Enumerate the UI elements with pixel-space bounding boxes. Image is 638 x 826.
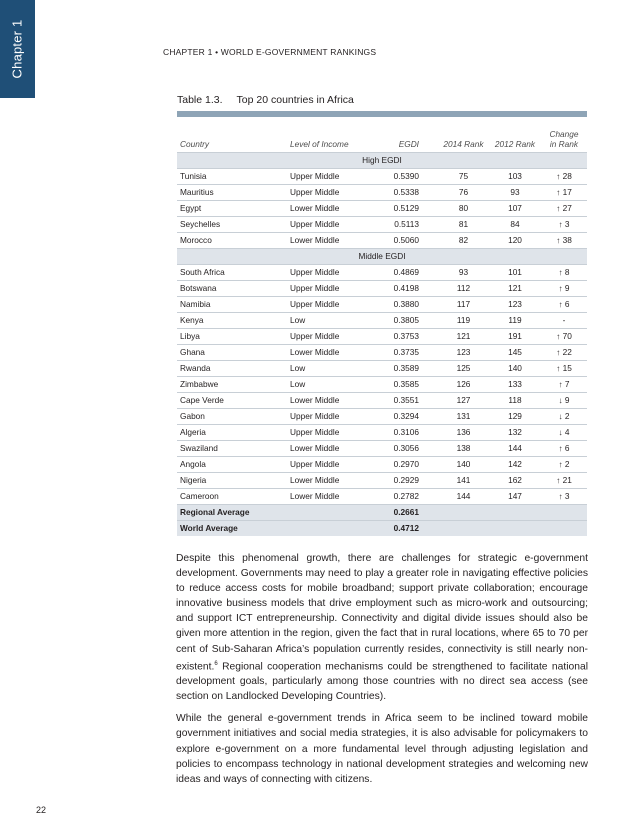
chapter-side-tab [0,0,35,98]
cell-rank-2012: 93 [489,185,541,201]
cell-rank-2012: 145 [489,345,541,361]
cell-rank-2012: 140 [489,361,541,377]
cell-country: Libya [177,329,287,345]
cell-rank-2014: 126 [431,377,489,393]
cell-egdi: 0.4198 [375,281,431,297]
table-body [177,153,587,537]
data-table-container [177,111,587,536]
table-row [177,185,587,201]
cell-egdi: 0.3056 [375,441,431,457]
cell-rank-2014: 93 [431,265,489,281]
cell-income: Upper Middle [287,281,375,297]
cell-rank-2014: 119 [431,313,489,329]
cell-rank-2012: 103 [489,169,541,185]
cell-income: Lower Middle [287,441,375,457]
cell-empty [541,505,587,521]
table-row [177,393,587,409]
cell-rank-2014: 81 [431,217,489,233]
paragraph-2: While the general e-government trends in Africa seem to be inclined toward mobile government initiatives and social media strategies, it is also advisable for policymakers to explore e-government on a more fundamental level through adjusting legislation and policies to encompass technology in national development strategies and welcoming new ideas and ways of connecting with citizens. [176,713,588,785]
cell-egdi: 0.3753 [375,329,431,345]
cell-rank-2014: 80 [431,201,489,217]
cell-change: ↑ 70 [541,329,587,345]
cell-rank-2012: 107 [489,201,541,217]
cell-rank-2012: 118 [489,393,541,409]
header-rank-2014: 2014 Rank [443,139,484,149]
cell-rank-2012: 120 [489,233,541,249]
footnote-ref: 6 [214,660,218,667]
data-table [177,117,587,536]
cell-change: ↑ 6 [541,441,587,457]
table-row [177,297,587,313]
table-row [177,377,587,393]
cell-egdi: 0.5338 [375,185,431,201]
table-row [177,345,587,361]
average-row [177,521,587,537]
cell-income: Lower Middle [287,233,375,249]
cell-egdi: 0.3585 [375,377,431,393]
cell-empty [489,505,541,521]
cell-income: Upper Middle [287,265,375,281]
cell-egdi: 0.2782 [375,489,431,505]
cell-country: Cape Verde [177,393,287,409]
cell-rank-2014: 125 [431,361,489,377]
paragraph-1-text-a: Despite this phenomenal growth, there are challenges for strategic e-government development. Governments may need to play a greater role in navigating effective policies to reduce access costs for mobile broadband; support private collaboration; encourage innovative business models that drive employment such as micro-work and outsourcing; and support ICT entrepreneurship. Connectivity and digital divide issues should also be given more attention in the region, given the fact that in rural locations, where 65 to 70 per cent of Sub-Saharan Africa’s population currently resides, connectivity is still nearly non-existent. [176,553,588,673]
cell-change: ↑ 17 [541,185,587,201]
cell-egdi: 0.5390 [375,169,431,185]
body-text [176,551,588,794]
cell-income: Upper Middle [287,217,375,233]
cell-country: Egypt [177,201,287,217]
group-label: High EGDI [177,153,587,169]
cell-country: Tunisia [177,169,287,185]
cell-rank-2014: 121 [431,329,489,345]
table-header-row [177,117,587,153]
cell-change: ↑ 3 [541,217,587,233]
header-change-line2: in Rank [549,139,579,149]
cell-change: ↓ 9 [541,393,587,409]
cell-change: ↑ 27 [541,201,587,217]
cell-egdi: 0.3589 [375,361,431,377]
cell-average-label: Regional Average [177,505,375,521]
cell-income: Low [287,313,375,329]
cell-country: Morocco [177,233,287,249]
cell-income: Low [287,377,375,393]
cell-rank-2012: 133 [489,377,541,393]
cell-country: Seychelles [177,217,287,233]
cell-egdi: 0.3735 [375,345,431,361]
cell-country: Cameroon [177,489,287,505]
cell-rank-2014: 141 [431,473,489,489]
cell-income: Upper Middle [287,185,375,201]
cell-egdi: 0.4869 [375,265,431,281]
table-row [177,473,587,489]
header-income: Level of Income [290,139,349,149]
cell-rank-2014: 117 [431,297,489,313]
paragraph-1-text-b: Regional cooperation mechanisms could be strengthened to facilitate national development goals, particularly among those countries with no direct sea access (see section on Landlocked Developing Countries). [176,661,588,703]
cell-rank-2014: 144 [431,489,489,505]
table-row [177,489,587,505]
cell-change: ↑ 22 [541,345,587,361]
cell-change: ↓ 4 [541,425,587,441]
group-band [177,153,587,169]
cell-rank-2014: 131 [431,409,489,425]
cell-rank-2014: 136 [431,425,489,441]
header-change [541,117,587,153]
cell-change: ↑ 7 [541,377,587,393]
cell-income: Upper Middle [287,297,375,313]
cell-rank-2014: 75 [431,169,489,185]
average-row [177,505,587,521]
cell-rank-2012: 191 [489,329,541,345]
table-row [177,169,587,185]
cell-egdi: 0.5129 [375,201,431,217]
cell-egdi: 0.5060 [375,233,431,249]
cell-rank-2012: 101 [489,265,541,281]
paragraph-1 [176,551,588,704]
group-label: Middle EGDI [177,249,587,265]
cell-country: South Africa [177,265,287,281]
cell-rank-2014: 76 [431,185,489,201]
table-row [177,265,587,281]
cell-income: Lower Middle [287,345,375,361]
cell-income: Upper Middle [287,329,375,345]
header-change-line1: Change [549,129,579,139]
cell-egdi: 0.3551 [375,393,431,409]
cell-average-label: World Average [177,521,375,537]
cell-change: - [541,313,587,329]
cell-average-egdi: 0.2661 [375,505,431,521]
cell-country: Zimbabwe [177,377,287,393]
cell-rank-2014: 82 [431,233,489,249]
table-row [177,425,587,441]
cell-change: ↑ 3 [541,489,587,505]
cell-empty [431,505,489,521]
cell-rank-2014: 123 [431,345,489,361]
cell-country: Ghana [177,345,287,361]
cell-change: ↓ 2 [541,409,587,425]
cell-country: Kenya [177,313,287,329]
cell-income: Upper Middle [287,409,375,425]
header-egdi: EGDI [398,139,419,149]
cell-average-egdi: 0.4712 [375,521,431,537]
cell-egdi: 0.3294 [375,409,431,425]
cell-rank-2012: 162 [489,473,541,489]
cell-empty [489,521,541,537]
cell-income: Upper Middle [287,425,375,441]
table-caption [177,94,354,106]
cell-country: Algeria [177,425,287,441]
cell-income: Low [287,361,375,377]
cell-country: Botswana [177,281,287,297]
table-row [177,233,587,249]
cell-income: Lower Middle [287,489,375,505]
cell-country: Nigeria [177,473,287,489]
cell-income: Lower Middle [287,393,375,409]
cell-country: Swaziland [177,441,287,457]
table-row [177,409,587,425]
table-row [177,217,587,233]
cell-egdi: 0.2970 [375,457,431,473]
table-title: Top 20 countries in Africa [236,94,354,106]
cell-change: ↑ 21 [541,473,587,489]
cell-rank-2014: 112 [431,281,489,297]
cell-country: Mauritius [177,185,287,201]
cell-empty [541,521,587,537]
cell-country: Gabon [177,409,287,425]
cell-egdi: 0.3805 [375,313,431,329]
cell-rank-2012: 84 [489,217,541,233]
cell-rank-2012: 121 [489,281,541,297]
cell-income: Lower Middle [287,201,375,217]
cell-income: Upper Middle [287,457,375,473]
cell-change: ↑ 38 [541,233,587,249]
cell-rank-2012: 142 [489,457,541,473]
cell-rank-2014: 127 [431,393,489,409]
cell-change: ↑ 6 [541,297,587,313]
chapter-side-tab-label: Chapter 1 [9,19,25,79]
cell-egdi: 0.3880 [375,297,431,313]
header-rank-2012: 2012 Rank [494,139,536,149]
cell-change: ↑ 8 [541,265,587,281]
cell-change: ↑ 9 [541,281,587,297]
table-row [177,281,587,297]
table-row [177,201,587,217]
table-row [177,441,587,457]
cell-egdi: 0.3106 [375,425,431,441]
cell-change: ↑ 15 [541,361,587,377]
cell-empty [431,521,489,537]
cell-income: Lower Middle [287,473,375,489]
cell-rank-2012: 132 [489,425,541,441]
cell-country: Angola [177,457,287,473]
cell-income: Upper Middle [287,169,375,185]
header-country: Country [180,139,210,149]
cell-change: ↑ 28 [541,169,587,185]
table-number: Table 1.3. [177,94,223,106]
table-row [177,313,587,329]
cell-egdi: 0.5113 [375,217,431,233]
cell-rank-2014: 138 [431,441,489,457]
table-row [177,361,587,377]
cell-rank-2012: 123 [489,297,541,313]
cell-egdi: 0.2929 [375,473,431,489]
page-number: 22 [36,805,47,815]
cell-rank-2012: 129 [489,409,541,425]
cell-country: Rwanda [177,361,287,377]
cell-rank-2014: 140 [431,457,489,473]
cell-rank-2012: 147 [489,489,541,505]
cell-country: Namibia [177,297,287,313]
table-row [177,457,587,473]
table-row [177,329,587,345]
cell-rank-2012: 144 [489,441,541,457]
group-band [177,249,587,265]
cell-rank-2012: 119 [489,313,541,329]
cell-change: ↑ 2 [541,457,587,473]
running-head: CHAPTER 1 • WORLD E-GOVERNMENT RANKINGS [163,47,377,57]
